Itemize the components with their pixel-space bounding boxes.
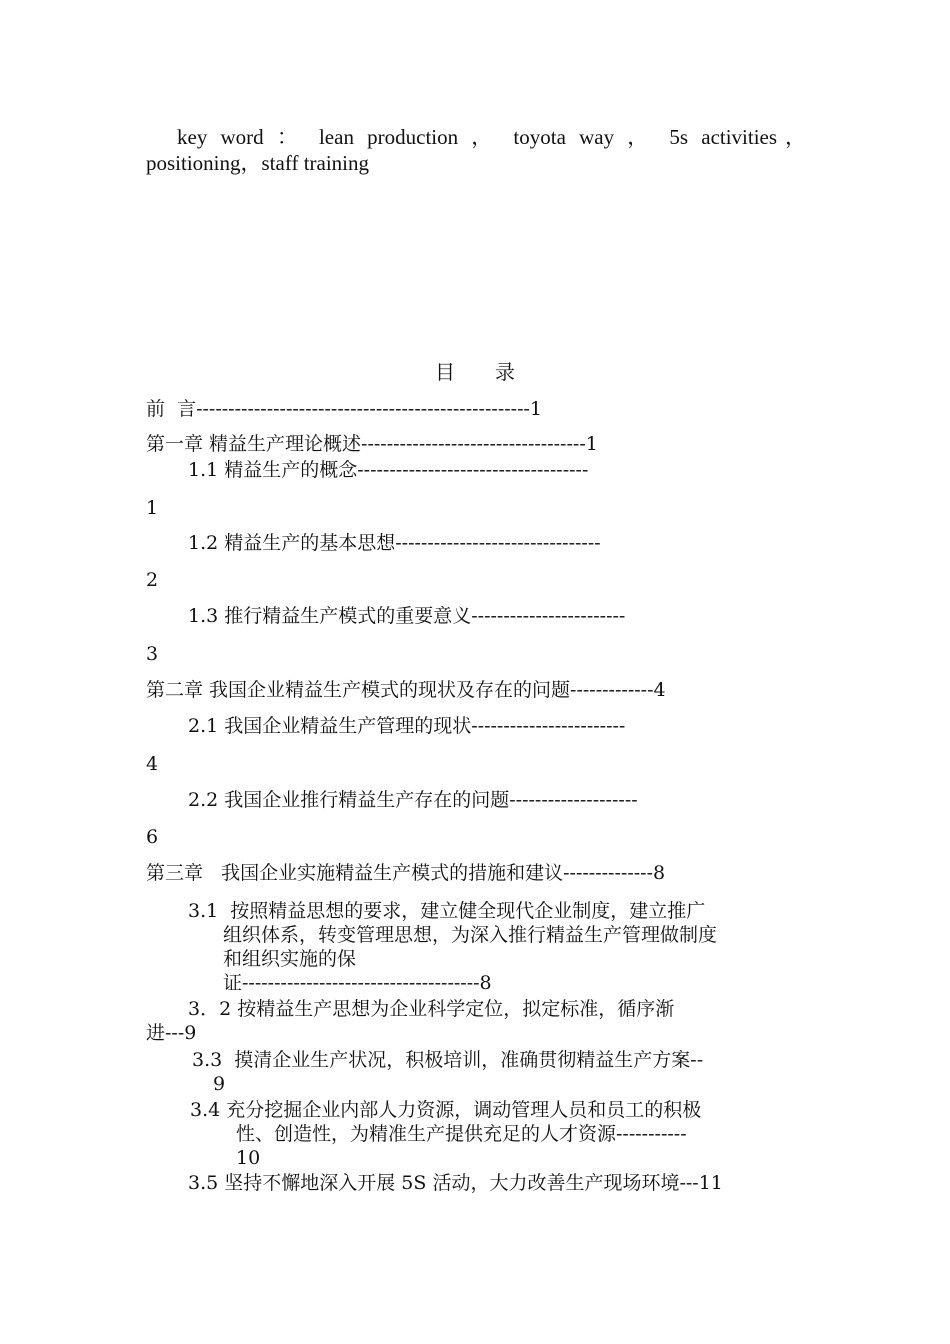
toc-entry-1-2-page: 2 — [146, 569, 159, 591]
toc-entry-3-3-line2: 9 — [213, 1073, 226, 1095]
toc-entry-1-1-page: 1 — [146, 497, 159, 519]
toc-entry-1-3: 1.3 推行精益生产模式的重要意义------------------------ — [188, 605, 626, 627]
toc-entry-2-1: 2.1 我国企业精益生产管理的现状------------------------ — [188, 715, 626, 737]
toc-entry-2-1-page: 4 — [146, 753, 159, 775]
toc-title-left: 目 — [435, 360, 455, 384]
toc-entry-chapter-1: 第一章 精益生产理论概述-----------------------------------1 — [146, 433, 598, 455]
toc-entry-3-1-line3: 和组织实施的保 — [223, 948, 357, 970]
toc-entry-3-5: 3.5 坚持不懈地深入开展 5S 活动，大力改善生产现场环境---11 — [188, 1172, 723, 1194]
toc-entry-3-4-line3: 10 — [236, 1147, 261, 1169]
toc-title — [0, 358, 950, 386]
toc-entry-1-1: 1.1 精益生产的概念------------------------------------ — [188, 459, 589, 481]
toc-entry-3-1-line2: 组织体系，转变管理思想，为深入推行精益生产管理做制度 — [223, 924, 718, 946]
toc-entry-3-2-line1: 3．2 按精益生产思想为企业科学定位，拟定标准，循序渐 — [188, 998, 675, 1020]
toc-entry-chapter-3: 第三章 我国企业实施精益生产模式的措施和建议--------------8 — [146, 862, 666, 884]
keywords-paragraph: key word ： lean production ， toyota way ， 5s activities，positioning，staff training — [146, 125, 806, 175]
toc-entry-3-2-line2: 进---9 — [146, 1022, 197, 1044]
toc-entry-preface: 前 言----------------------------------------------------1 — [146, 398, 543, 420]
toc-entry-2-2-page: 6 — [146, 826, 159, 848]
toc-title-right: 录 — [495, 360, 515, 384]
toc-entry-3-3-line1: 3.3 摸清企业生产状况，积极培训，准确贯彻精益生产方案-- — [192, 1049, 704, 1071]
toc-entry-3-1-line1: 3.1 按照精益思想的要求，建立健全现代企业制度，建立推广 — [188, 900, 706, 922]
toc-entry-3-4-line2: 性、创造性，为精准生产提供充足的人才资源----------- — [236, 1123, 687, 1145]
toc-entry-chapter-2: 第二章 我国企业精益生产模式的现状及存在的问题-------------4 — [146, 679, 666, 701]
toc-entry-1-3-page: 3 — [146, 643, 159, 665]
toc-entry-2-2: 2.2 我国企业推行精益生产存在的问题-------------------- — [188, 789, 638, 811]
toc-entry-1-2: 1.2 精益生产的基本思想-------------------------------- — [188, 532, 601, 554]
toc-entry-3-1-line4: 证-------------------------------------8 — [223, 972, 492, 994]
toc-entry-3-4-line1: 3.4 充分挖掘企业内部人力资源，调动管理人员和员工的积极 — [190, 1099, 702, 1121]
